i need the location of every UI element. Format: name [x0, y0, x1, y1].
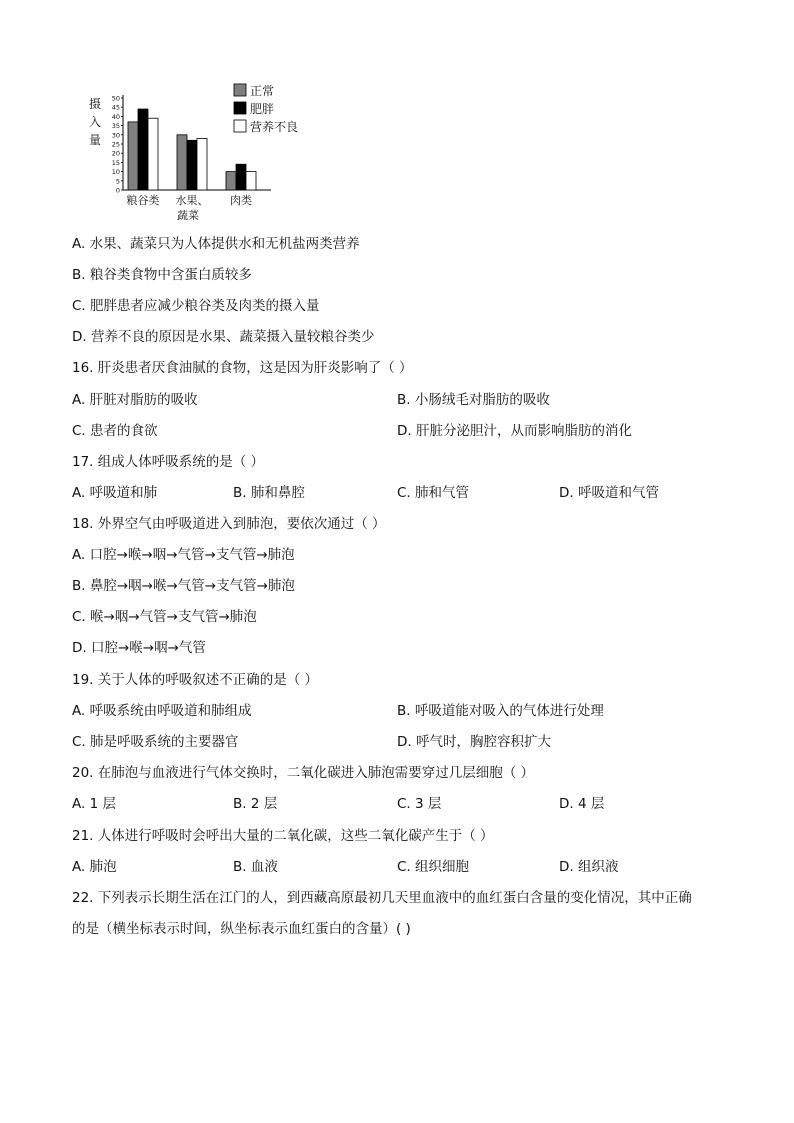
q21-option-b[interactable]: B. 血液: [233, 859, 278, 875]
y-tick-label: 25: [111, 140, 120, 149]
bar-2-2: [187, 140, 197, 190]
q22-stem-line2: 的是（横坐标表示时间，纵坐标表示血红蛋白的含量）( ): [72, 921, 411, 937]
q21-option-a[interactable]: A. 肺泡: [72, 859, 117, 875]
y-axis-label-char: 量: [88, 133, 102, 147]
q20-option-b[interactable]: B. 2 层: [233, 796, 278, 812]
y-tick-label: 35: [111, 122, 120, 131]
bar-2-3: [197, 138, 207, 190]
y-tick-label: 45: [111, 103, 120, 112]
legend-swatch-1: [234, 84, 246, 96]
q21-option-d[interactable]: D. 组织液: [559, 859, 619, 875]
y-tick-label: 10: [111, 168, 120, 177]
bar-3-1: [226, 172, 236, 190]
q16-option-c[interactable]: C. 患者的食欲: [72, 423, 158, 439]
food-intake-bar-chart: [86, 80, 326, 230]
bar-1-1: [128, 122, 138, 190]
y-tick-label: 15: [111, 158, 120, 167]
q17-stem: 17. 组成人体呼吸系统的是（ ）: [72, 454, 265, 470]
legend-label-3: 营养不良: [250, 120, 299, 134]
q15-option-a[interactable]: A. 水果、蔬菜只为人体提供水和无机盐两类营养: [72, 236, 360, 252]
q19-option-d[interactable]: D. 呼气时，胸腔容积扩大: [397, 734, 551, 750]
q15-option-b[interactable]: B. 粮谷类食物中含蛋白质较多: [72, 267, 252, 283]
q16-option-d[interactable]: D. 肝脏分泌胆汁，从而影响脂肪的消化: [397, 423, 632, 439]
x-tick-label-meat: 肉类: [230, 194, 252, 207]
q18-stem: 18. 外界空气由呼吸道进入到肺泡，要依次通过（ ）: [72, 516, 386, 532]
q17-option-b[interactable]: B. 肺和鼻腔: [233, 485, 305, 501]
y-tick-label: 0: [115, 186, 120, 195]
q20-option-c[interactable]: C. 3 层: [397, 796, 442, 812]
x-tick-label-fruit-line1: 水果、: [175, 194, 209, 207]
y-axis-label-char: 入: [88, 115, 102, 129]
y-tick-label: 40: [111, 112, 120, 121]
q19-option-a[interactable]: A. 呼吸系统由呼吸道和肺组成: [72, 703, 252, 719]
q17-option-a[interactable]: A. 呼吸道和肺: [72, 485, 158, 501]
q19-option-b[interactable]: B. 呼吸道能对吸入的气体进行处理: [397, 703, 604, 719]
bar-2-1: [177, 135, 187, 190]
y-tick-label: 50: [111, 94, 120, 103]
q16-stem: 16. 肝炎患者厌食油腻的食物，这是因为肝炎影响了（ ）: [72, 360, 413, 376]
q16-option-b[interactable]: B. 小肠绒毛对脂肪的吸收: [397, 392, 550, 408]
bar-3-2: [236, 164, 246, 190]
q22-stem-line1: 22. 下列表示长期生活在江门的人，到西藏高原最初几天里血液中的血红蛋白含量的变化情况，其中正确: [72, 890, 692, 906]
x-tick-label-fruit-line2: 蔬菜: [177, 209, 199, 222]
legend-label-1: 正常: [250, 84, 275, 98]
q20-option-d[interactable]: D. 4 层: [559, 796, 605, 812]
q18-option-b[interactable]: B. 鼻腔→咽→喉→气管→支气管→肺泡: [72, 578, 295, 594]
bar-1-2: [138, 109, 148, 190]
q21-stem: 21. 人体进行呼吸时会呼出大量的二氧化碳，这些二氧化碳产生于（ ）: [72, 828, 494, 844]
q16-option-a[interactable]: A. 肝脏对脂肪的吸收: [72, 392, 198, 408]
legend-label-2: 肥胖: [250, 102, 275, 116]
bar-1-3: [148, 118, 158, 190]
q17-option-d[interactable]: D. 呼吸道和气管: [559, 485, 659, 501]
q20-option-a[interactable]: A. 1 层: [72, 796, 116, 812]
q15-option-c[interactable]: C. 肥胖患者应减少粮谷类及肉类的摄入量: [72, 298, 320, 314]
q21-option-c[interactable]: C. 组织细胞: [397, 859, 470, 875]
q18-option-a[interactable]: A. 口腔→喉→咽→气管→支气管→肺泡: [72, 547, 295, 563]
q18-option-d[interactable]: D. 口腔→喉→咽→气管: [72, 640, 206, 656]
q19-stem: 19. 关于人体的呼吸叙述不正确的是（ ）: [72, 672, 319, 688]
q20-stem: 20. 在肺泡与血液进行气体交换时，二氧化碳进入肺泡需要穿过几层细胞（ ）: [72, 765, 535, 781]
y-tick-label: 30: [111, 131, 120, 140]
legend-swatch-2: [234, 102, 246, 114]
y-tick-label: 20: [111, 149, 120, 158]
q19-option-c[interactable]: C. 肺是呼吸系统的主要器官: [72, 734, 239, 750]
q17-option-c[interactable]: C. 肺和气管: [397, 485, 470, 501]
y-tick-label: 5: [115, 177, 120, 186]
legend-swatch-3: [234, 120, 246, 132]
y-axis-label-char: 摄: [88, 97, 102, 111]
q18-option-c[interactable]: C. 喉→咽→气管→支气管→肺泡: [72, 609, 257, 625]
q15-option-d[interactable]: D. 营养不良的原因是水果、蔬菜摄入量较粮谷类少: [72, 329, 375, 345]
x-tick-label-grain: 粮谷类: [126, 194, 160, 207]
bar-3-3: [246, 172, 256, 190]
